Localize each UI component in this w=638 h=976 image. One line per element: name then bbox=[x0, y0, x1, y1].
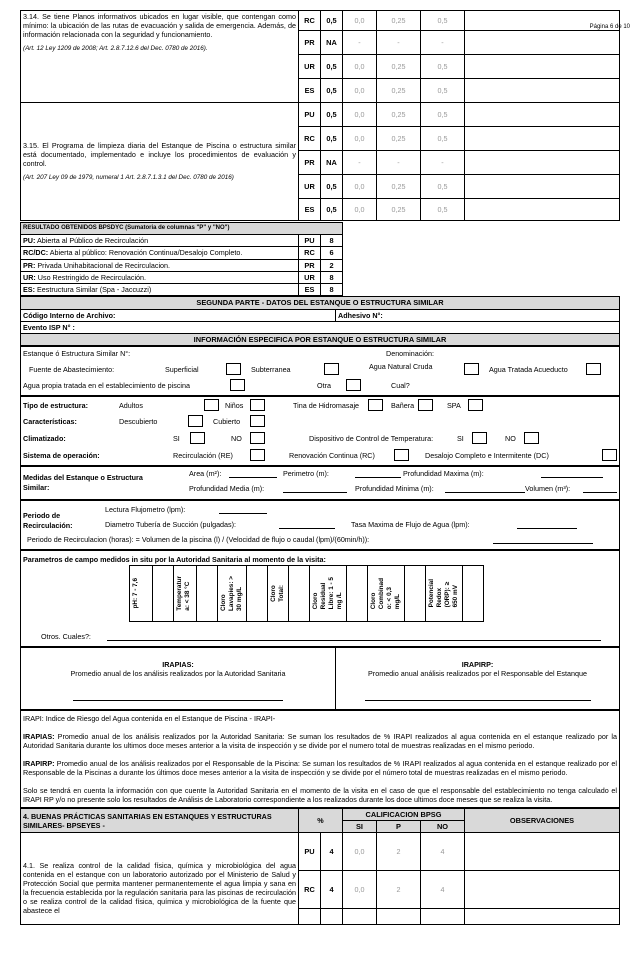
notes-cell bbox=[21, 710, 620, 807]
row-code: ES bbox=[299, 199, 321, 221]
part2-title: SEGUNDA PARTE - DATOS DEL ESTANQUE O ESTRUCTURA SIMILAR bbox=[21, 297, 620, 309]
irapi-as-box bbox=[21, 647, 336, 709]
climatizado-label: Climatizado: bbox=[23, 433, 66, 443]
volumen-input[interactable] bbox=[583, 483, 617, 493]
score-p: 0,25 bbox=[377, 127, 421, 151]
potencial-redox-header: Potencial Redox (ORP): ≥ 650 mV bbox=[426, 565, 463, 621]
irapi-rp-box bbox=[336, 647, 620, 709]
section3-table bbox=[20, 10, 620, 221]
climatizado-no-checkbox[interactable] bbox=[250, 432, 265, 444]
observations-cell[interactable] bbox=[465, 79, 620, 103]
observations-cell[interactable] bbox=[465, 103, 620, 127]
score-p: 2 bbox=[377, 871, 421, 909]
score-0: 0,0 bbox=[343, 199, 377, 221]
estanque-info bbox=[20, 346, 620, 396]
results-row: PR: Privada Unihabitacional de Recirculacion. bbox=[21, 259, 299, 271]
results-row: RC/DC: Abierta al público: Renovación Continua/Desalojo Completo. bbox=[21, 247, 299, 259]
results-row: ES: Eestructura Similar (Spa - Jaccuzzi) bbox=[21, 284, 299, 296]
score-si: 4 bbox=[421, 871, 465, 909]
results-value: 8 bbox=[321, 271, 343, 283]
descubierto-label: Descubierto bbox=[119, 416, 158, 426]
denominacion-label: Denominación: bbox=[386, 348, 434, 358]
section4-title: 4. BUENAS PRÁCTICAS SANITARIAS EN ESTANQUES Y ESTRUCTURAS SIMILARES- BPSEYES - bbox=[21, 808, 299, 833]
climatizado-si-label: SI bbox=[173, 433, 180, 443]
renovacion-label: Renovación Continua (RC) bbox=[289, 450, 375, 460]
item-3-15-text: 3.15. El Programa de limpieza diaria del Estanque de Piscina o estructura similar está documentado, implementado e incluye los procedimientos de evaluación y control. bbox=[23, 141, 296, 169]
observations-cell[interactable] bbox=[465, 175, 620, 199]
observations-cell[interactable] bbox=[465, 871, 620, 909]
si-header: SI bbox=[343, 821, 377, 833]
prof-media-label: Profundidad Media (m): bbox=[189, 483, 265, 493]
score-si: 0,5 bbox=[421, 175, 465, 199]
no-header: NO bbox=[421, 821, 465, 833]
otros-label: Otros. Cuales?: bbox=[41, 631, 91, 641]
periodo-formula: Periodo de Recirculacion (horas): = Volumen de la piscina (l) / (Velocidad de flujo o caudal (lpm)/(60min/h)): bbox=[27, 534, 370, 544]
score-p: 2 bbox=[377, 833, 421, 871]
obs-header: OBSERVACIONES bbox=[465, 808, 620, 833]
cloro-combinado-value[interactable] bbox=[405, 565, 426, 621]
score-0: 0,0 bbox=[343, 79, 377, 103]
irapi-rp-desc: Promedio anual análisis realizados por el Responsable del Estanque bbox=[368, 668, 587, 678]
dispositivo-no-label: NO bbox=[505, 433, 516, 443]
irapi-definition: IRAPI: Indice de Riesgo del Agua contenida en el Estanque de Piscina - IRAPI- bbox=[23, 713, 276, 723]
score-si: 0,5 bbox=[421, 127, 465, 151]
agua-natural-checkbox[interactable] bbox=[464, 363, 479, 375]
results-title: RESULTADO OBTENIDOS BPSDYC (Sumatoria de columnas "P" y "NO") bbox=[21, 223, 343, 235]
results-code: PR bbox=[299, 259, 321, 271]
empty-cell bbox=[421, 909, 465, 925]
periodo-info bbox=[20, 500, 620, 550]
row-code: RC bbox=[299, 11, 321, 31]
irapi-rp-input[interactable] bbox=[365, 700, 591, 701]
volumen-label: Volumen (m³): bbox=[525, 483, 571, 493]
empty-cell bbox=[299, 909, 321, 925]
ninos-label: Niños bbox=[225, 400, 244, 410]
medidas-label: Medidas del Estanque o Estructura Similar: bbox=[23, 472, 143, 492]
row-value: 0,5 bbox=[321, 175, 343, 199]
observations-cell[interactable] bbox=[465, 151, 620, 175]
subterranea-checkbox[interactable] bbox=[324, 363, 339, 375]
solo-note: Solo se tendrá en cuenta la información con que cuente la Autoridad Sanitaria en el momento de la visita en el caso de que el responsable del establecimiento no tenga calculado el IRAPI RP y/o no presente solo los resultados de Análisis de Laboratorio correspondiente a los realizados durante los doce ultimos doce meses que se realiza la visita. bbox=[23, 785, 617, 804]
results-value: 8 bbox=[321, 235, 343, 247]
diametro-label: Diametro Tubería de Succión (pulgadas): bbox=[105, 519, 237, 529]
tasa-input[interactable] bbox=[517, 519, 577, 529]
score-si: - bbox=[421, 151, 465, 175]
results-code: RC bbox=[299, 247, 321, 259]
row-code: UR bbox=[299, 175, 321, 199]
score-si: 0,5 bbox=[421, 55, 465, 79]
row-value: 0,5 bbox=[321, 79, 343, 103]
renovacion-checkbox[interactable] bbox=[394, 449, 409, 461]
calif-header: CALIFICACION BPSG bbox=[343, 808, 465, 820]
cloro-lavapies-value[interactable] bbox=[247, 565, 268, 621]
row-value: 0,5 bbox=[321, 55, 343, 79]
ph-value[interactable] bbox=[153, 565, 174, 621]
ninos-checkbox[interactable] bbox=[250, 399, 265, 411]
cloro-combinado-header: Cloro Combinad o: < 0,3 mg/L bbox=[368, 565, 405, 621]
agua-propia-checkbox[interactable] bbox=[230, 379, 245, 391]
climatizado-si-checkbox[interactable] bbox=[190, 432, 205, 444]
potencial-redox-value[interactable] bbox=[463, 565, 484, 621]
results-row: PU: Abierta al Público de Recirculación bbox=[21, 235, 299, 247]
score-si: 4 bbox=[421, 833, 465, 871]
cloro-residual-header: Cloro Residual Libre: 1 - 5 mg /L bbox=[310, 565, 347, 621]
item-3-14-citation: (Art. 12 Ley 1209 de 2008; Art. 2.8.7.12.6 del Dec. 0780 de 2016). bbox=[23, 45, 208, 52]
item-4-1: 4.1. Se realiza control de la calidad física, química y microbiológica del agua contenida en el estanque con un laboratorio autorizado por el Ministerio de Salud y Protección Social que permita mantener permanentemente el agua limpia y sana en la frecuencia establecida por la regulación sanitaria para las piscinas de recirculación o se realiza control de la calidad física, química y microbiológica de la fuente que abastece el bbox=[21, 833, 299, 925]
climatizado-no-label: NO bbox=[231, 433, 242, 443]
form-page bbox=[20, 14, 620, 925]
medidas-info bbox=[20, 466, 620, 500]
item-3-15 bbox=[21, 103, 299, 221]
section4-table bbox=[20, 808, 620, 926]
prof-media-input[interactable] bbox=[283, 483, 347, 493]
dispositivo-label: Dispositivo de Control de Temperatura: bbox=[309, 433, 434, 443]
info-title: INFORMACIÓN ESPECIFICA POR ESTANQUE O ESTRUCTURA SIMILAR bbox=[21, 333, 620, 345]
results-code: PU bbox=[299, 235, 321, 247]
adultos-checkbox[interactable] bbox=[204, 399, 219, 411]
score-p: 0,25 bbox=[377, 11, 421, 31]
cloro-lavapies-header: Cloro Lavapies: > 30 mg/L bbox=[218, 565, 247, 621]
caract-label: Características: bbox=[23, 416, 77, 426]
results-value: 6 bbox=[321, 247, 343, 259]
fuente-label: Fuente de Abastecimiento: bbox=[29, 364, 115, 374]
observations-cell[interactable] bbox=[465, 909, 620, 925]
evento-field[interactable]: Evento ISP N° : bbox=[21, 321, 620, 333]
results-value: 2 bbox=[321, 259, 343, 271]
otra-checkbox[interactable] bbox=[346, 379, 361, 391]
agua-tratada-label: Agua Tratada Acueducto bbox=[489, 364, 568, 374]
periodo-label: Periodo de Recirculación: bbox=[23, 510, 73, 530]
otros-input[interactable] bbox=[107, 631, 601, 641]
adultos-label: Adultos bbox=[119, 400, 143, 410]
row-code: RC bbox=[299, 127, 321, 151]
sistema-label: Sistema de operación: bbox=[23, 450, 100, 460]
row-code: PR bbox=[299, 151, 321, 175]
observations-cell[interactable] bbox=[465, 833, 620, 871]
row-code: ES bbox=[299, 79, 321, 103]
observations-cell[interactable] bbox=[465, 11, 620, 31]
results-code: ES bbox=[299, 284, 321, 296]
irapi-table bbox=[20, 647, 620, 710]
row-code: PU bbox=[299, 103, 321, 127]
item-3-14-text: 3.14. Se tiene Planos informativos ubicados en lugar visible, que contengan como mínimo: la ubicación de las rutas de evacuación y salida de emergencia. Además, de información relacionada con la seguridad y funcionamiento. bbox=[23, 12, 296, 39]
ph-header: pH: 7 - 7,6 bbox=[130, 565, 153, 621]
observations-cell[interactable] bbox=[465, 199, 620, 221]
dispositivo-si-checkbox[interactable] bbox=[472, 432, 487, 444]
item-3-14 bbox=[21, 11, 299, 103]
perimetro-input[interactable] bbox=[355, 468, 401, 478]
results-code: UR bbox=[299, 271, 321, 283]
superficial-checkbox[interactable] bbox=[226, 363, 241, 375]
score-0: - bbox=[343, 151, 377, 175]
parametros-grid bbox=[129, 565, 484, 622]
p-header: P bbox=[377, 821, 421, 833]
estructura-info bbox=[20, 396, 620, 466]
score-p: 0,25 bbox=[377, 175, 421, 199]
prof-minima-input[interactable] bbox=[445, 483, 525, 493]
row-code: PU bbox=[299, 833, 321, 871]
irapi-as-title: IRAPIAS: bbox=[162, 659, 194, 669]
row-value: 4 bbox=[321, 871, 343, 909]
row-value: NA bbox=[321, 31, 343, 55]
cubierto-label: Cubierto bbox=[213, 416, 241, 426]
observations-cell[interactable] bbox=[465, 55, 620, 79]
prof-minima-label: Profundidad Minima (m): bbox=[355, 483, 434, 493]
desalojo-label: Desalojo Completo e Intermitente (DC) bbox=[425, 450, 549, 460]
tasa-label: Tasa Maxima de Flujo de Agua (lpm): bbox=[351, 519, 470, 529]
area-label: Area (m²): bbox=[189, 468, 222, 478]
tipo-label: Tipo de estructura: bbox=[23, 400, 88, 410]
row-value: NA bbox=[321, 151, 343, 175]
irapi-as-desc: Promedio anual de los análisis realizados por la Autoridad Sanitaria bbox=[70, 668, 286, 678]
lectura-input[interactable] bbox=[219, 504, 267, 514]
score-p: 0,25 bbox=[377, 199, 421, 221]
empty-cell bbox=[377, 909, 421, 925]
cloro-residual-value[interactable] bbox=[347, 565, 368, 621]
score-si: 0,5 bbox=[421, 103, 465, 127]
score-si: 0,5 bbox=[421, 79, 465, 103]
results-table bbox=[20, 222, 620, 296]
score-p: 0,25 bbox=[377, 79, 421, 103]
cloro-total-value[interactable] bbox=[289, 565, 310, 621]
observations-cell[interactable] bbox=[465, 31, 620, 55]
estanque-label: Estanque ó Estructura Similar N°: bbox=[23, 348, 131, 358]
periodo-input[interactable] bbox=[493, 534, 593, 544]
irapi-rp-note: IRAPIRP: Promedio anual de los análisis realizados por el Responsable de la Piscina: Se suman los resultados de % IRAPI realizados al agua contenida en el estanque realizado por el Responsable de la Piscinas a durante los últimos doce meses anterior a la visita de inspección y se divide por el número total de muestras realizadas en el mismo periodo. bbox=[23, 758, 617, 777]
score-si: 0,5 bbox=[421, 199, 465, 221]
recirculacion-checkbox[interactable] bbox=[250, 449, 265, 461]
cual-label: Cual? bbox=[391, 380, 410, 390]
score-p: - bbox=[377, 31, 421, 55]
superficial-label: Superficial bbox=[165, 364, 199, 374]
spa-checkbox[interactable] bbox=[468, 399, 483, 411]
desalojo-checkbox[interactable] bbox=[602, 449, 617, 461]
row-code: RC bbox=[299, 871, 321, 909]
score-0: 0,0 bbox=[343, 833, 377, 871]
score-p: 0,25 bbox=[377, 103, 421, 127]
cloro-total-header: Cloro Total: bbox=[268, 565, 289, 621]
score-si: 0,5 bbox=[421, 11, 465, 31]
area-input[interactable] bbox=[229, 468, 277, 478]
row-value: 0,5 bbox=[321, 11, 343, 31]
temperatura-header: Temperatur a: < 38 °C bbox=[174, 565, 197, 621]
tina-label: Tina de Hidromasaje bbox=[293, 400, 360, 410]
empty-cell bbox=[343, 909, 377, 925]
subterranea-label: Subterranea bbox=[251, 364, 291, 374]
dispositivo-si-label: SI bbox=[457, 433, 464, 443]
score-0: 0,0 bbox=[343, 127, 377, 151]
row-code: UR bbox=[299, 55, 321, 79]
row-value: 0,5 bbox=[321, 199, 343, 221]
otra-label: Otra bbox=[317, 380, 331, 390]
archive-code-field[interactable]: Código Interno de Archivo: bbox=[21, 309, 336, 321]
page-number: Página 6 de 10 bbox=[589, 24, 630, 30]
item-3-15-citation: (Art. 207 Ley 09 de 1979, numeral 1 Art. 2.8.7.1.3.1 del Dec. 0780 de 2016) bbox=[23, 174, 234, 182]
score-0: 0,0 bbox=[343, 55, 377, 79]
adhesivo-field[interactable]: Adhesivo N°: bbox=[336, 309, 620, 321]
irapi-as-note: IRAPIAS: Promedio anual de los análisis realizados por la Autoridad Sanitaria: Se suman los resultados de % IRAPI realizados al agua contenida en el estanque realizado por la Autoridad Sanitaria durante los ultimos doce meses anterior a la visita de inspección y se divide por el numero total de muestras realizadas en el mismo periodo. bbox=[23, 731, 617, 750]
observations-cell[interactable] bbox=[465, 127, 620, 151]
agua-tratada-checkbox[interactable] bbox=[586, 363, 601, 375]
score-p: 0,25 bbox=[377, 55, 421, 79]
banera-checkbox[interactable] bbox=[418, 399, 433, 411]
diametro-input[interactable] bbox=[279, 519, 335, 529]
cubierto-checkbox[interactable] bbox=[250, 415, 265, 427]
recirculacion-label: Recirculación (RE) bbox=[173, 450, 233, 460]
score-0: 0,0 bbox=[343, 11, 377, 31]
row-value: 0,5 bbox=[321, 103, 343, 127]
empty-cell bbox=[321, 909, 343, 925]
parametros-info: Parametros de campo medidos in situ por la Autoridad Sanitaria al momento de la visita: pH: 7 - 7,6 Temperatur a: < 38 °C Cloro Lavapies: > 30 mg/L Cloro Total: Cloro Residual Libre: 1 - 5 mg /L Cloro Combinad o: < 0,3 mg/L Potencial Redox (ORP): ≥ 650 mV Otros. Cuales?: bbox=[20, 550, 620, 647]
row-value: 4 bbox=[321, 833, 343, 871]
score-0: 0,0 bbox=[343, 175, 377, 199]
prof-maxima-label: Profundidad Maxima (m): bbox=[403, 468, 484, 478]
row-value: 0,5 bbox=[321, 127, 343, 151]
irapi-as-input[interactable] bbox=[73, 700, 283, 701]
dispositivo-no-checkbox[interactable] bbox=[524, 432, 539, 444]
spa-label: SPA bbox=[447, 400, 461, 410]
agua-natural-label: Agua Natural Cruda bbox=[369, 361, 433, 371]
score-p: - bbox=[377, 151, 421, 175]
score-0: 0,0 bbox=[343, 103, 377, 127]
temperatura-value[interactable] bbox=[197, 565, 218, 621]
descubierto-checkbox[interactable] bbox=[188, 415, 203, 427]
score-si: - bbox=[421, 31, 465, 55]
row-code: PR bbox=[299, 31, 321, 55]
prof-maxima-input[interactable] bbox=[541, 468, 603, 478]
agua-propia-label: Agua propia tratada en el establecimiento de piscina bbox=[23, 380, 191, 390]
notes-table bbox=[20, 710, 620, 808]
lectura-label: Lectura Flujometro (lpm): bbox=[105, 504, 186, 514]
irapi-rp-title: IRAPIRP: bbox=[461, 659, 494, 669]
part2-table bbox=[20, 296, 620, 346]
score-0: 0,0 bbox=[343, 871, 377, 909]
pct-header: % bbox=[299, 808, 343, 833]
score-0: - bbox=[343, 31, 377, 55]
tina-checkbox[interactable] bbox=[368, 399, 383, 411]
perimetro-label: Perimetro (m): bbox=[283, 468, 329, 478]
results-value: 8 bbox=[321, 284, 343, 296]
results-row: UR: Uso Restringido de Recirculación. bbox=[21, 271, 299, 283]
banera-label: Bañera bbox=[391, 400, 415, 410]
